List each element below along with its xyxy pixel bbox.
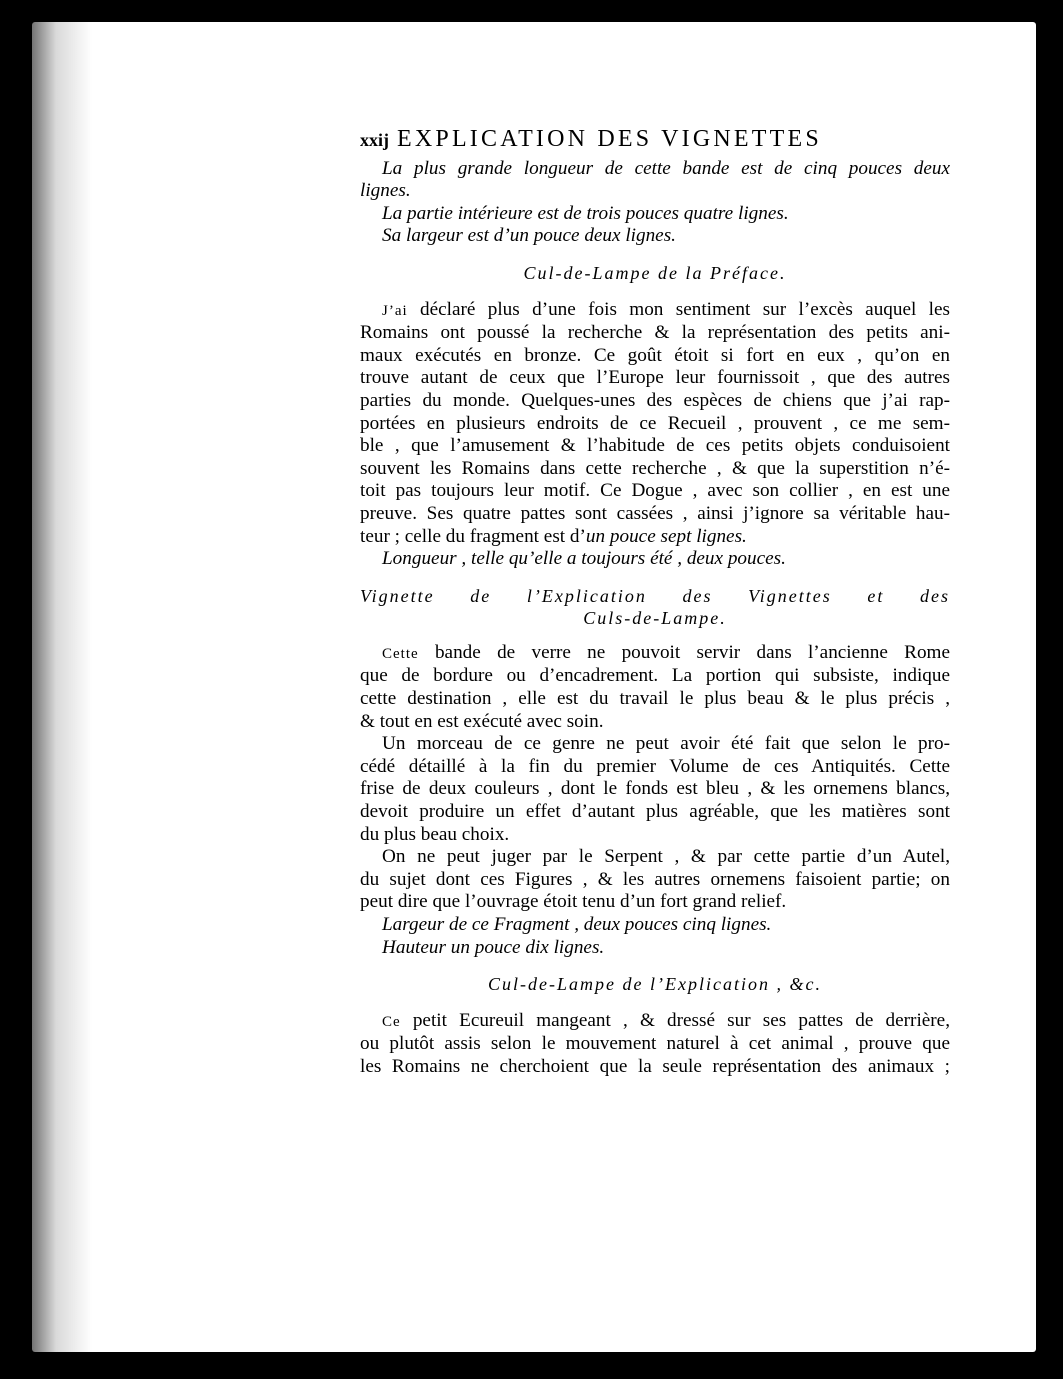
drop-word: Ce [382,1013,401,1030]
dimension-line: Largeur de ce Fragment , deux pouces cinq lignes. [382,914,772,935]
text-line: peut dire que l’ouvrage étoit tenu d’un fort grand relief. [360,891,787,913]
text-line: bande de verre ne pouvoit servir dans l’ancienne Rome [418,641,950,663]
page-title: EXPLICATION DES VIGNETTES [397,126,822,152]
text-line: ou plutôt assis selon le mouvement naturel à cet animal , prouve que [360,1033,950,1055]
text-line: petit Ecureuil mangeant , & dressé sur ses pattes de derrière, [400,1009,950,1031]
text-line: trouve autant de ceux que l’Europe leur fournissoit , que des autres [360,367,950,389]
paragraph-process [360,733,950,846]
text-line: toit pas toujours leur motif. Ce Dogue , avec son collier , en est une [360,480,950,502]
text-line: souvent les Romains dans cette recherche , & que la superstition n’é- [360,457,950,479]
dimension-line: La partie intérieure est de trois pouces quatre lignes. [382,202,789,224]
paragraph-vignette [360,642,950,733]
text-line: devoit produire un effet d’autant plus agréable, que les matières sont [360,801,950,823]
text-line: teur ; celle du fragment est d’ [360,525,586,547]
drop-word: Cette [382,645,419,662]
dimension-line: La plus grande longueur de cette bande est de cinq pouces deux [382,157,950,179]
dimension-line: Sa largeur est d’un pouce deux lignes. [382,225,676,247]
heading-line: Culs-de-Lampe. [583,608,727,629]
section-heading-vignette [360,585,950,630]
text-line: cette destination , elle est du travail le plus beau & le plus précis , [360,688,950,710]
text-line: maux exécutés en bronze. Ce goût étoit si fort en eux , qu’on en [360,344,950,366]
text-line: portées en plusieurs endroits de ce Recueil , prouvent , ce me sem- [360,412,950,434]
text-line: déclaré plus d’une fois mon sentiment sur l’excès auquel les [407,298,950,320]
section-heading-preface: Cul-de-Lampe de la Préface. [523,262,787,283]
paragraph-serpent [360,846,950,959]
heading-line: Vignette de l’Explication des Vignettes et des [360,585,950,606]
document-body [360,128,950,1079]
paragraph-preface [360,299,950,571]
section-heading-explication: Cul-de-Lampe de l’Explication , &c. [488,974,822,995]
text-line: On ne peut juger par le Serpent , & par cette partie d’un Autel, [382,846,950,868]
text-line: Un morceau de ce genre ne peut avoir été fait que selon le pro- [382,733,950,755]
drop-word: J’ai [382,302,408,319]
text-line: du sujet dont ces Figures , & les autres ornemens faisoient partie; on [360,868,950,890]
paragraph-squirrel [360,1010,950,1079]
text-line: Romains ont poussé la recherche & la représentation des petits ani- [360,322,950,344]
text-line: du plus beau choix. [360,823,510,845]
text-line: frise de deux couleurs , dont le fonds est bleu , & les ornemens blancs, [360,778,950,800]
text-line: parties du monde. Quelques-unes des espèces de chiens que j’ai rap- [360,389,950,411]
dimension-line: Hauteur un pouce dix lignes. [382,936,605,958]
dimension-line: Longueur , telle qu’elle a toujours été , deux pouces. [382,548,786,570]
dimension-line: lignes. [360,180,411,202]
text-line: que de bordure ou d’encadrement. La portion qui subsiste, indique [360,665,950,687]
page-edge-shadow [32,22,92,1352]
text-line: & tout en est exécuté avec soin. [360,710,604,732]
running-header [360,128,950,152]
text-line: ble , que l’amusement & l’habitude de ces petits objets conduisoient [360,435,950,457]
page-number: xxij [360,130,389,150]
text-line: cédé détaillé à la fin du premier Volume de ces Antiquités. Cette [360,755,950,777]
text-line: les Romains ne cherchoient que la seule représentation des animaux ; [360,1055,950,1077]
text-line: preuve. Ses quatre pattes sont cassées , ainsi j’ignore sa véritable hau- [360,502,950,524]
text-line-italic: un pouce sept lignes. [585,525,747,547]
